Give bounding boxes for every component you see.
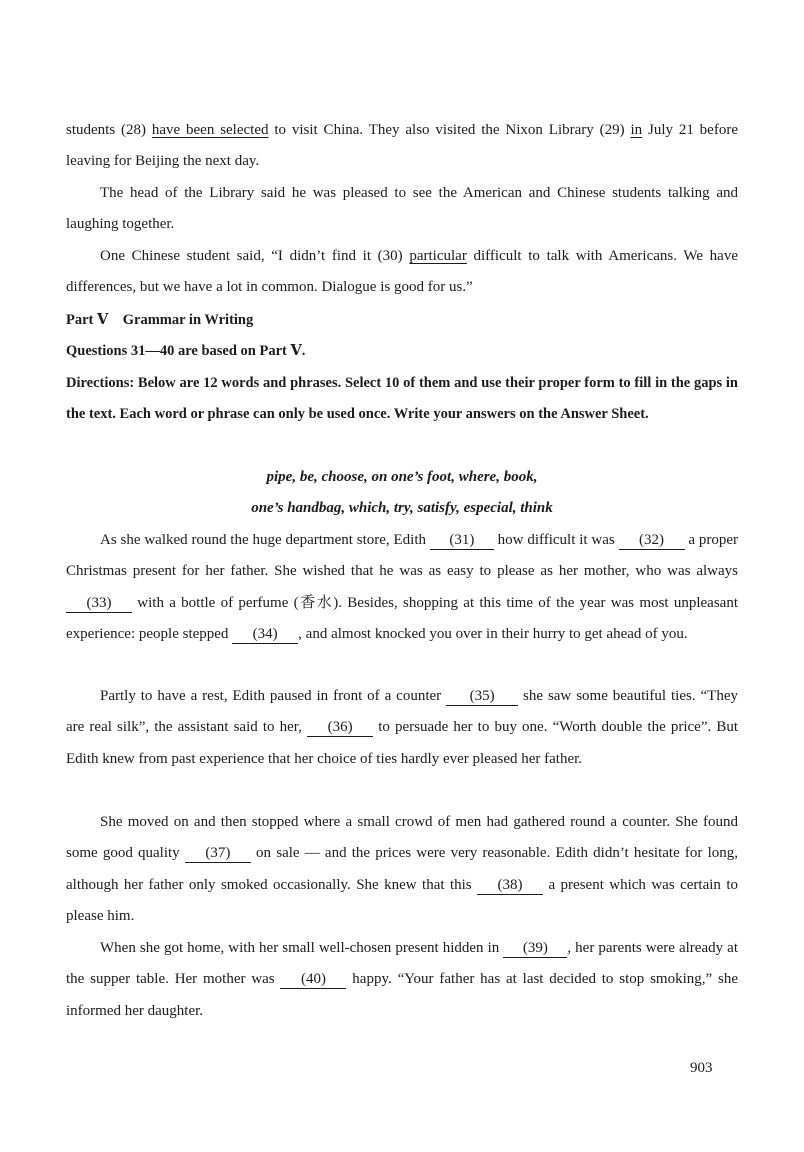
gap-36: (36) <box>307 718 373 737</box>
word-bank-line-1: pipe, be, choose, on one’s foot, where, book, <box>266 469 538 485</box>
passage-paragraph-1 <box>66 525 738 651</box>
gap-32: (32) <box>619 531 685 550</box>
text: One Chinese student said, “I didn’t find it (30) <box>100 248 410 264</box>
part-heading: Part Ⅴ Grammar in Writing <box>66 312 254 328</box>
text: students (28) <box>66 122 152 138</box>
word-bank-line-2: one’s handbag, which, try, satisfy, especial, think <box>251 500 553 516</box>
text: a present which was certain to please him. <box>66 876 738 925</box>
underlined-answer: in <box>630 122 643 138</box>
gap-39: (39) <box>503 939 567 958</box>
gap-37: (37) <box>185 844 251 863</box>
underlined-answer: have been selected <box>151 122 269 138</box>
gap-38: (38) <box>477 876 543 895</box>
gap-33: (33) <box>66 594 132 613</box>
text: July 21 before leaving for Beijing the next day. <box>66 122 738 170</box>
text: to visit China. They also visited the Nixon Library (29) <box>268 122 631 138</box>
text: to persuade her to buy one. “Worth double the price”. But Edith knew from past experience that her choice of ties hardly ever pleased her father. <box>66 719 739 767</box>
gap-34: (34) <box>232 625 298 644</box>
gap-31: (31) <box>430 531 494 550</box>
text: a proper Christmas present for her father. She wished that he was as easy to please as her mother, who was always <box>66 532 738 580</box>
paragraph-nixon-library <box>66 115 738 178</box>
text: happy. “Your father has at last decided to stop smoking,” she informed her daughter. <box>66 971 738 1019</box>
paragraph-chinese-student <box>66 241 738 304</box>
directions: Directions: Below are 12 words and phrases. Select 10 of them and use their proper form to fill in the gaps in the text. Each word or phrase can only be used once. Write your answers on the Answer Sheet. <box>66 375 738 423</box>
text: She moved on and then stopped where a small crowd of men had gathered round a counter. She found some good quality <box>66 814 738 862</box>
passage-paragraph-2 <box>66 681 738 775</box>
paragraph-library-head: The head of the Library said he was pleased to see the American and Chinese students talking and laughing together. <box>66 185 738 233</box>
gap-35: (35) <box>446 687 518 706</box>
text: difficult to talk with Americans. We have differences, but we have a lot in common. Dialogue is good for us.” <box>66 248 738 296</box>
text: Partly to have a rest, Edith paused in front of a counter <box>100 688 447 704</box>
text: with a bottle of perfume (香水). Besides, shopping at this time of the year was most unpleasant experience: people stepped <box>66 594 738 643</box>
text: As she walked round the huge department store, Edith <box>100 532 430 548</box>
text: she saw some beautiful ties. “They are real silk”, the assistant said to her, <box>66 688 738 736</box>
text: , her parents were already at the supper table. Her mother was <box>66 940 738 988</box>
passage-paragraph-3 <box>66 807 738 933</box>
questions-line: Questions 31—40 are based on Part Ⅴ. <box>66 343 306 359</box>
underlined-answer: particular <box>409 248 467 264</box>
passage-paragraph-4 <box>66 933 738 1027</box>
text: on sale — and the prices were very reasonable. Edith didn’t hesitate for long, although her father only smoked occasionally. She knew that this <box>66 845 738 893</box>
text: , and almost knocked you over in their hurry to get ahead of you. <box>298 626 688 643</box>
gap-40: (40) <box>280 970 346 989</box>
page-number: 903 <box>690 1060 713 1076</box>
text: how difficult it was <box>493 532 619 548</box>
text: When she got home, with her small well-chosen present hidden in <box>100 940 504 956</box>
